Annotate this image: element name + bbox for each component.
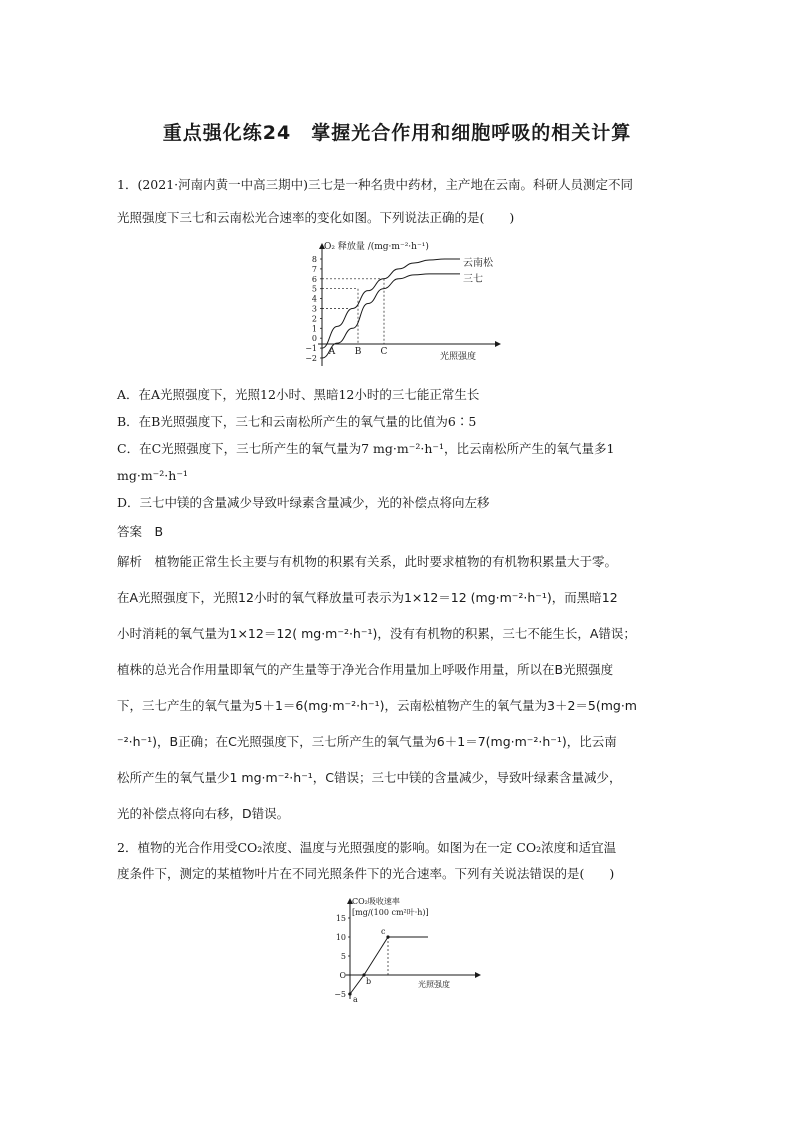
- page-title: 重点强化练24 掌握光合作用和细胞呼吸的相关计算: [162, 122, 632, 144]
- q1-x-tick-label: B: [354, 347, 362, 357]
- q2-y-tick-label: O: [339, 971, 346, 980]
- q2-point-a: [348, 992, 351, 995]
- analysis-line-7: 光的补偿点将向右移，D错误。: [117, 806, 290, 821]
- q1-stem-line2: 光照强度下三七和云南松光合速率的变化如图。下列说法正确的是( ): [117, 210, 515, 225]
- analysis-line-6: 松所产生的氧气量少1 mg·m⁻²·h⁻¹，C错误；三七中镁的含量减少，导致叶绿素含量减少，: [117, 770, 622, 785]
- q2-stem-line1: 2．植物的光合作用受CO₂浓度、温度与光照强度的影响。如图为在一定 CO₂浓度和适宜温: [117, 840, 617, 855]
- q1-y-tick-label: 8: [311, 255, 317, 264]
- q1-y-tick-label: 3: [311, 304, 317, 314]
- series-line-photosynthesis: [350, 937, 428, 994]
- analysis-label: 解析: [117, 554, 143, 569]
- q2-point-label-c: c: [381, 927, 386, 936]
- q1-x-label: 光照强度: [440, 352, 477, 362]
- q1-y-tick-label: −1: [305, 344, 317, 354]
- q1-chart: [300, 238, 510, 373]
- q2-y-ticks: [334, 914, 350, 999]
- q1-y-tick-label: 5: [311, 284, 317, 294]
- q2-y-label-1: CO₂吸收速率: [352, 897, 400, 906]
- q1-option-a: A．在A光照强度下，光照12小时、黑暗12小时的三七能正常生长: [117, 387, 480, 402]
- q1-option-c: C．在C光照强度下，三七所产生的氧气量为7 mg·m⁻²·h⁻¹，比云南松所产生的氧气量多1: [117, 441, 615, 456]
- analysis-line-3: 植株的总光合作用量即氧气的产生量等于净光合作用量加上呼吸作用量，所以在B光照强度: [117, 662, 614, 677]
- q1-y-ticks: [305, 255, 322, 363]
- q1-y-tick-label: 2: [311, 314, 317, 324]
- q1-stem-line1: 1．(2021·河南内黄一中高三期中)三七是一种名贵中药材，主产地在云南。科研人员测定不同: [117, 177, 633, 192]
- q1-x-tick-label: A: [328, 347, 336, 357]
- answer-value: B: [154, 524, 164, 539]
- q2-point-label-b: b: [366, 977, 372, 986]
- q1-y-label: O₂ 释放量 /(mg·m⁻²·h⁻¹): [324, 242, 429, 252]
- q1-y-tick-label: 7: [311, 264, 317, 274]
- analysis-line-2: 小时消耗的氧气量为1×12＝12( mg·m⁻²·h⁻¹)，没有有机物的积累，三七不能生长，A错误；: [117, 626, 636, 641]
- analysis-line-5: ⁻²·h⁻¹)，B正确；在C光照强度下，三七所产生的氧气量为6＋1＝7(mg·m⁻²·h⁻¹)，比云南: [117, 734, 617, 749]
- q2-y-tick-label: −5: [334, 990, 346, 999]
- q2-x-label: 光照强度: [418, 980, 450, 989]
- series-line-sanqi: [322, 274, 460, 358]
- q2-points: [348, 927, 389, 1004]
- q1-answer: [117, 524, 163, 540]
- q2-point-c: [386, 935, 389, 938]
- q1-y-tick-label: 0: [311, 334, 317, 344]
- q2-y-tick-label: 5: [340, 952, 346, 961]
- q2-y-tick-label: 10: [335, 933, 346, 942]
- q1-y-tick-label: −2: [305, 354, 317, 363]
- q2-chart: [330, 895, 490, 1005]
- q1-y-tick-label: 4: [311, 294, 317, 304]
- q1-option-c-cont: mg·m⁻²·h⁻¹: [117, 468, 188, 483]
- legend-yunnan-pine: 云南松: [463, 258, 493, 269]
- q1-y-tick-label: 6: [311, 274, 317, 284]
- q2-point-label-a: a: [353, 995, 358, 1004]
- answer-label: 答案: [117, 524, 143, 539]
- analysis-line-1: 在A光照强度下，光照12小时的氧气释放量可表示为1×12＝12 (mg·m⁻²·h⁻¹)，而黑暗12: [117, 590, 618, 605]
- q1-x-ticks: [328, 347, 388, 357]
- series-line-yunnan-pine: [322, 259, 460, 348]
- analysis-line-4: 下，三七产生的氧气量为5＋1＝6(mg·m⁻²·h⁻¹)，云南松植物产生的氧气量为3＋2＝5(mg·m: [117, 698, 637, 713]
- q2-y-label-2: [mg/(100 cm²叶·h)]: [352, 908, 429, 917]
- q1-option-b: B．在B光照强度下，三七和云南松所产生的氧气量的比值为6∶5: [117, 414, 477, 429]
- q2-stem-line2: 度条件下，测定的某植物叶片在不同光照条件下的光合速率。下列有关说法错误的是( ): [117, 866, 615, 881]
- q1-y-tick-label: 1: [311, 324, 317, 334]
- q1-x-tick-label: C: [380, 347, 388, 357]
- legend-sanqi: 三七: [463, 274, 483, 285]
- q1-option-d: D．三七中镁的含量减少导致叶绿素含量减少，光的补偿点将向左移: [117, 495, 490, 510]
- q2-y-tick-label: 15: [335, 914, 346, 923]
- analysis-line-0: 解析 植物能正常生长主要与有机物的积累有关系，此时要求植物的有机物积累量大于零。: [117, 554, 618, 569]
